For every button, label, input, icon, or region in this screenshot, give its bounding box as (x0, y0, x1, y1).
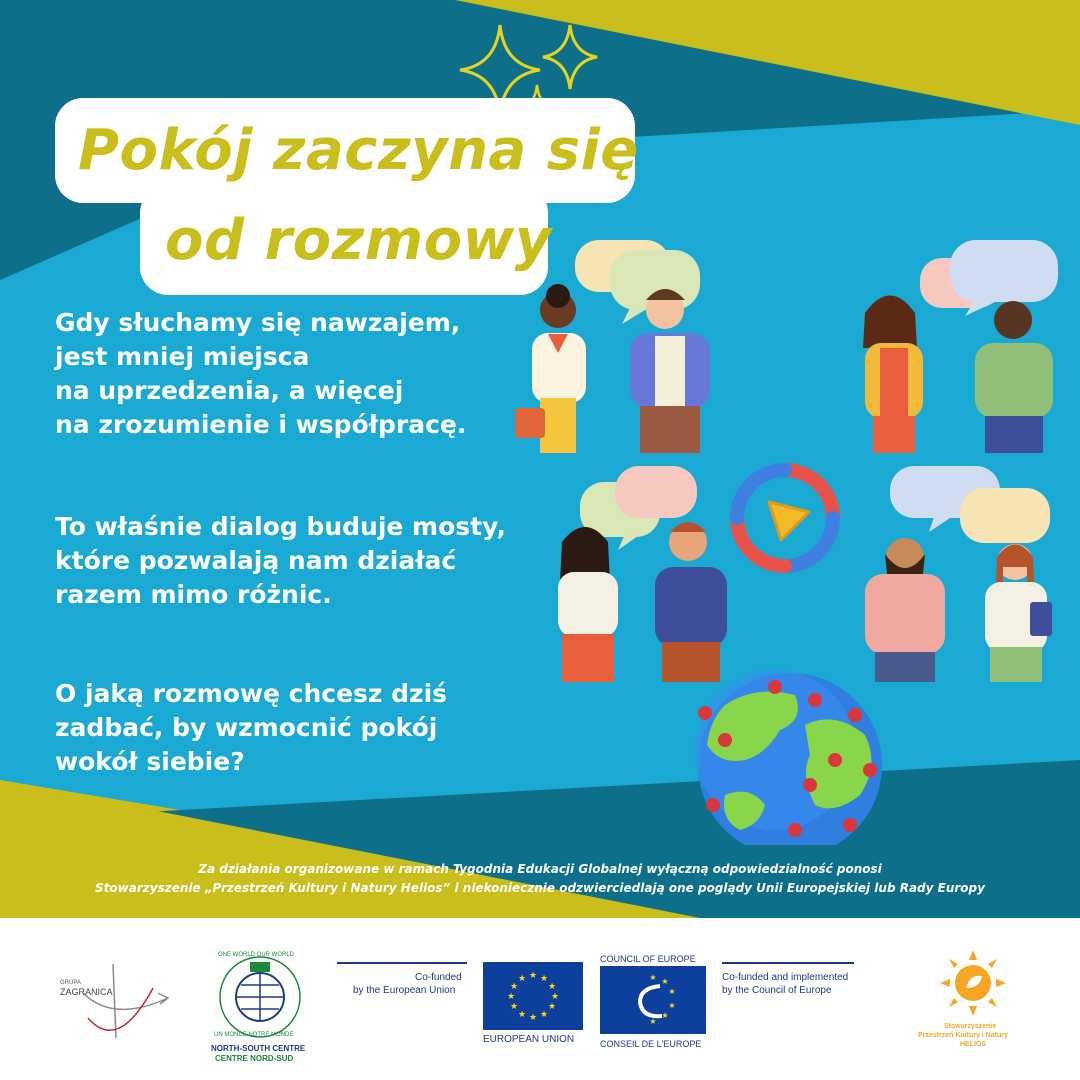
eu-cofunded-block (337, 962, 587, 1052)
north-south-globe-icon (217, 954, 303, 1040)
ring-bottom-label: UN MONDE NOTRE MONDE (214, 1032, 294, 1038)
north-south-centre-logo (211, 952, 306, 1064)
north-south-label-2: CENTRE NORD-SUD (215, 1054, 294, 1063)
cycle-arrows-icon (725, 458, 845, 578)
svg-text:★: ★ (506, 992, 516, 1002)
title-line-2: od rozmowy (165, 208, 552, 273)
paragraph-1-line: jest mniej miejsca (55, 342, 310, 371)
helios-line-3: HELIOS (960, 1041, 987, 1048)
zagranica-label: ZAGRANICA (60, 987, 113, 997)
eu-cofunded-line-1: Co-funded (415, 972, 462, 983)
globe-icon (685, 665, 895, 845)
person-woman (863, 296, 923, 454)
person-woman (985, 544, 1052, 682)
paragraph-1-line: na zrozumienie i współpracę. (55, 410, 467, 439)
svg-text:★: ★ (517, 1010, 527, 1020)
grupa-zagranica-mark-icon (58, 958, 178, 1048)
svg-text:★: ★ (528, 1013, 538, 1023)
sun-icon (938, 948, 1008, 1018)
person-man (865, 538, 945, 682)
paragraph-1-line: Gdy słuchamy się nawzajem, (55, 308, 461, 337)
council-of-europe-block (600, 954, 870, 1054)
svg-text:★: ★ (661, 1011, 669, 1020)
coe-bottom-label: CONSEIL DE L'EUROPE (600, 1039, 702, 1049)
svg-text:★: ★ (649, 1017, 657, 1026)
grupa-zagranica-logo (58, 958, 178, 1048)
people-pair-top-right (835, 238, 1070, 453)
svg-text:★: ★ (539, 974, 549, 984)
svg-text:★: ★ (668, 987, 676, 996)
svg-text:★: ★ (539, 1010, 549, 1020)
helios-line-2: Przestrzeń Kultury i Natury (918, 1032, 1008, 1039)
helios-line-1: Stowarzyszenie (944, 1023, 997, 1030)
paragraph-3-line: O jaką rozmowę chcesz dziś (55, 679, 448, 708)
people-pair-middle-left (510, 462, 745, 682)
paragraph-2 (55, 510, 506, 612)
disclaimer-line-1: Za działania organizowane w ramach Tygodnia Edukacji Globalnej wyłączną odpowiedzialność ponosi (198, 862, 882, 876)
paragraph-1 (55, 306, 466, 442)
paragraph-3-line: wokół siebie? (55, 747, 245, 776)
footer-logos (0, 918, 1080, 1080)
eu-flag-icon (483, 962, 583, 1030)
people-pair-middle-right (835, 462, 1070, 682)
disclaimer-line-2: Stowarzyszenie „Przestrzeń Kultury i Natury Helios” i niekoniecznie odzwierciedlają one poglądy Unii Europejskiej lub Rady Europy (95, 881, 985, 895)
speech-bubble-icon (890, 466, 1050, 543)
person-woman (515, 284, 586, 453)
paragraph-1-line: na uprzedzenia, a więcej (55, 376, 404, 405)
helios-logo (908, 948, 1038, 1058)
north-south-label-1: NORTH-SOUTH CENTRE (211, 1044, 306, 1053)
svg-text:★: ★ (528, 971, 538, 981)
person-woman (558, 527, 618, 682)
paragraph-2-line: które pozwalają nam działać (55, 546, 457, 575)
paragraph-3 (55, 677, 447, 779)
svg-text:★: ★ (550, 992, 560, 1002)
svg-text:★: ★ (547, 1002, 557, 1012)
person-man (975, 301, 1053, 453)
coe-cofunded-line-1: Co-funded and implemented (722, 972, 849, 983)
eu-cofunded-line-2: by the European Union (353, 985, 456, 996)
person-man (630, 289, 710, 453)
coe-cofunded-line-2: by the Council of Europe (722, 985, 832, 996)
coe-flag-icon (600, 966, 706, 1034)
svg-text:★: ★ (517, 974, 527, 984)
paragraph-2-line: razem mimo różnic. (55, 580, 332, 609)
svg-text:★: ★ (547, 982, 557, 992)
ring-top-label: ONE WORLD OUR WORLD (218, 952, 295, 958)
paragraph-3-line: zadbać, by wzmocnić pokój (55, 713, 438, 742)
svg-text:★: ★ (668, 1001, 676, 1010)
svg-text:★: ★ (661, 977, 669, 986)
paragraph-2-line: To właśnie dialog buduje mosty, (55, 512, 506, 541)
eu-divider (337, 962, 467, 964)
people-pair-top-left (510, 238, 750, 453)
svg-text:★: ★ (509, 982, 519, 992)
title-line-1: Pokój zaczyna się (78, 118, 639, 183)
speech-bubble-icon (920, 240, 1058, 316)
disclaimer (0, 860, 1080, 898)
person-man (655, 522, 727, 682)
coe-divider (722, 962, 854, 964)
eu-caption: EUROPEAN UNION (483, 1034, 575, 1045)
svg-text:★: ★ (509, 1002, 519, 1012)
svg-text:★: ★ (649, 973, 657, 982)
coe-top-label: COUNCIL OF EUROPE (600, 954, 696, 964)
grupa-label: GRUPA (60, 980, 81, 986)
